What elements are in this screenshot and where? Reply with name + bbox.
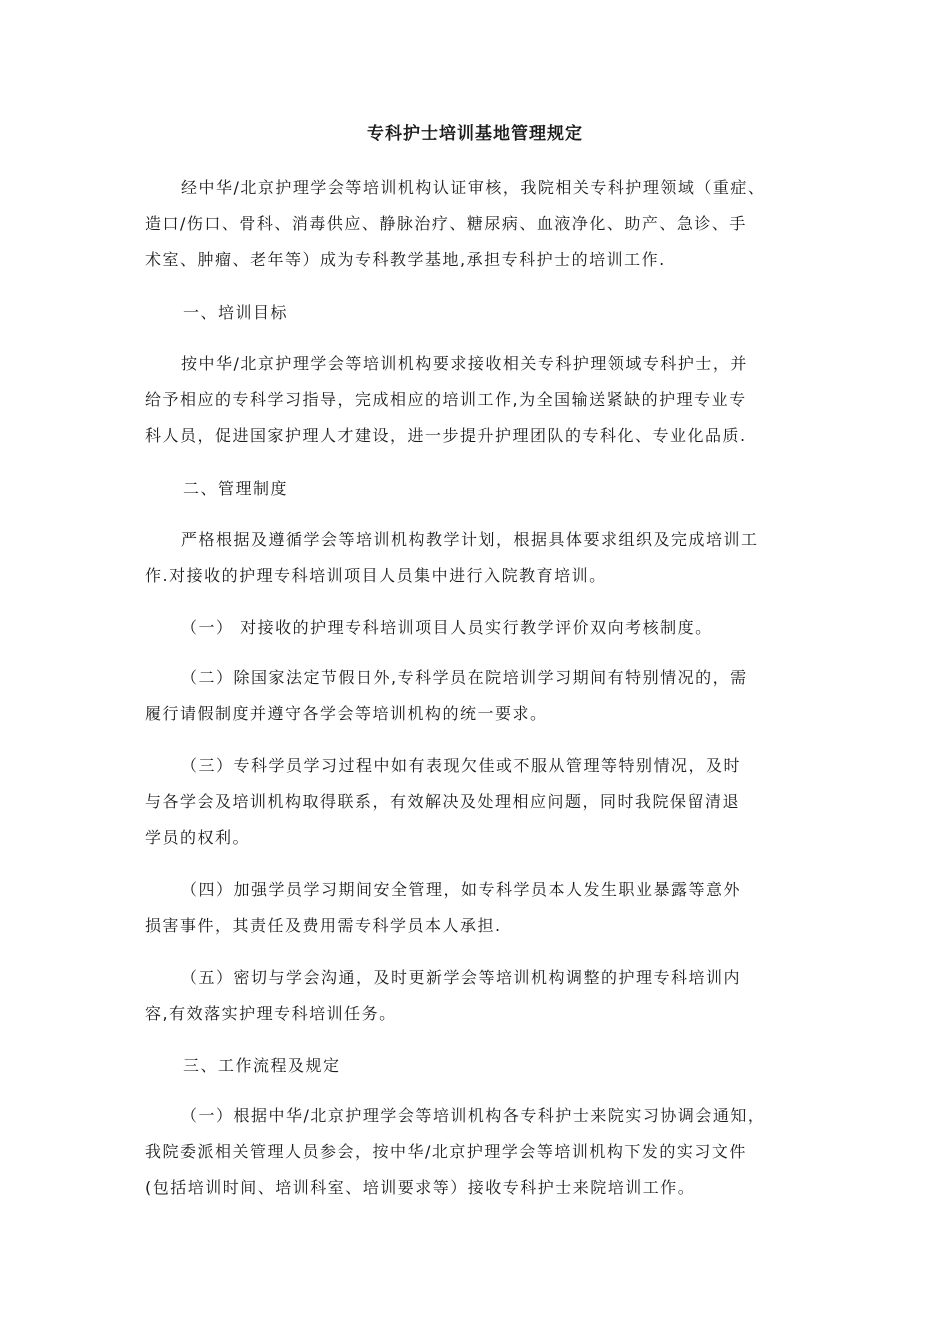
paragraph-line: (包括培训时间、培训科室、培训要求等）接收专科护士来院培训工作。: [145, 1178, 696, 1197]
paragraph-line: 术室、肿瘤、老年等）成为专科教学基地,承担专科护士的培训工作.: [145, 250, 666, 269]
paragraph-line: 科人员，促进国家护理人才建设，进一步提升护理团队的专科化、专业化品质.: [145, 426, 747, 445]
paragraph-line: 按中华/北京护理学会等培训机构要求接收相关专科护理领域专科护士，并: [181, 354, 748, 373]
paragraph-line: 经中华/北京护理学会等培训机构认证审核，我院相关专科护理领域（重症、: [181, 178, 766, 197]
paragraph-line: 容,有效落实护理专科培训任务。: [145, 1004, 397, 1023]
paragraph-line: 作.对接收的护理专科培训项目人员集中进行入院教育培训。: [145, 566, 607, 585]
paragraph-line: 学员的权利。: [145, 828, 251, 847]
paragraph-line: 与各学会及培训机构取得联系，有效解决及处理相应问题，同时我院保留清退: [145, 792, 741, 811]
section-heading: 二、管理制度: [183, 479, 289, 498]
paragraph-line: （三）专科学员学习过程中如有表现欠佳或不服从管理等特别情况，及时: [181, 756, 742, 775]
paragraph-line: 造口/伤口、骨科、消毒供应、静脉治疗、糖尿病、血液净化、助产、急诊、手: [145, 214, 747, 233]
paragraph-line: （五）密切与学会沟通，及时更新学会等培训机构调整的护理专科培训内: [181, 968, 742, 987]
paragraph-line: 严格根据及遵循学会等培训机构教学计划，根据具体要求组织及完成培训工: [181, 530, 759, 549]
paragraph-line: （一） 对接收的护理专科培训项目人员实行教学评价双向考核制度。: [181, 618, 713, 637]
paragraph-line: 损害事件，其责任及费用需专科学员本人承担.: [145, 916, 502, 935]
paragraph-line: 给予相应的专科学习指导，完成相应的培训工作,为全国输送紧缺的护理专业专: [145, 390, 747, 409]
document-title: 专科护士培训基地管理规定: [367, 124, 583, 144]
paragraph-line: （二）除国家法定节假日外,专科学员在院培训学习期间有特别情况的，需: [181, 668, 748, 687]
paragraph-line: 履行请假制度并遵守各学会等培训机构的统一要求。: [145, 704, 548, 723]
section-heading: 三、工作流程及规定: [183, 1056, 341, 1075]
paragraph-line: 我院委派相关管理人员参会，按中华/北京护理学会等培训机构下发的实习文件: [145, 1142, 747, 1161]
paragraph-line: （四）加强学员学习期间安全管理，如专科学员本人发生职业暴露等意外: [181, 880, 742, 899]
section-heading: 一、培训目标: [183, 303, 289, 322]
paragraph-line: （一）根据中华/北京护理学会等培训机构各专科护士来院实习协调会通知，: [181, 1106, 766, 1125]
